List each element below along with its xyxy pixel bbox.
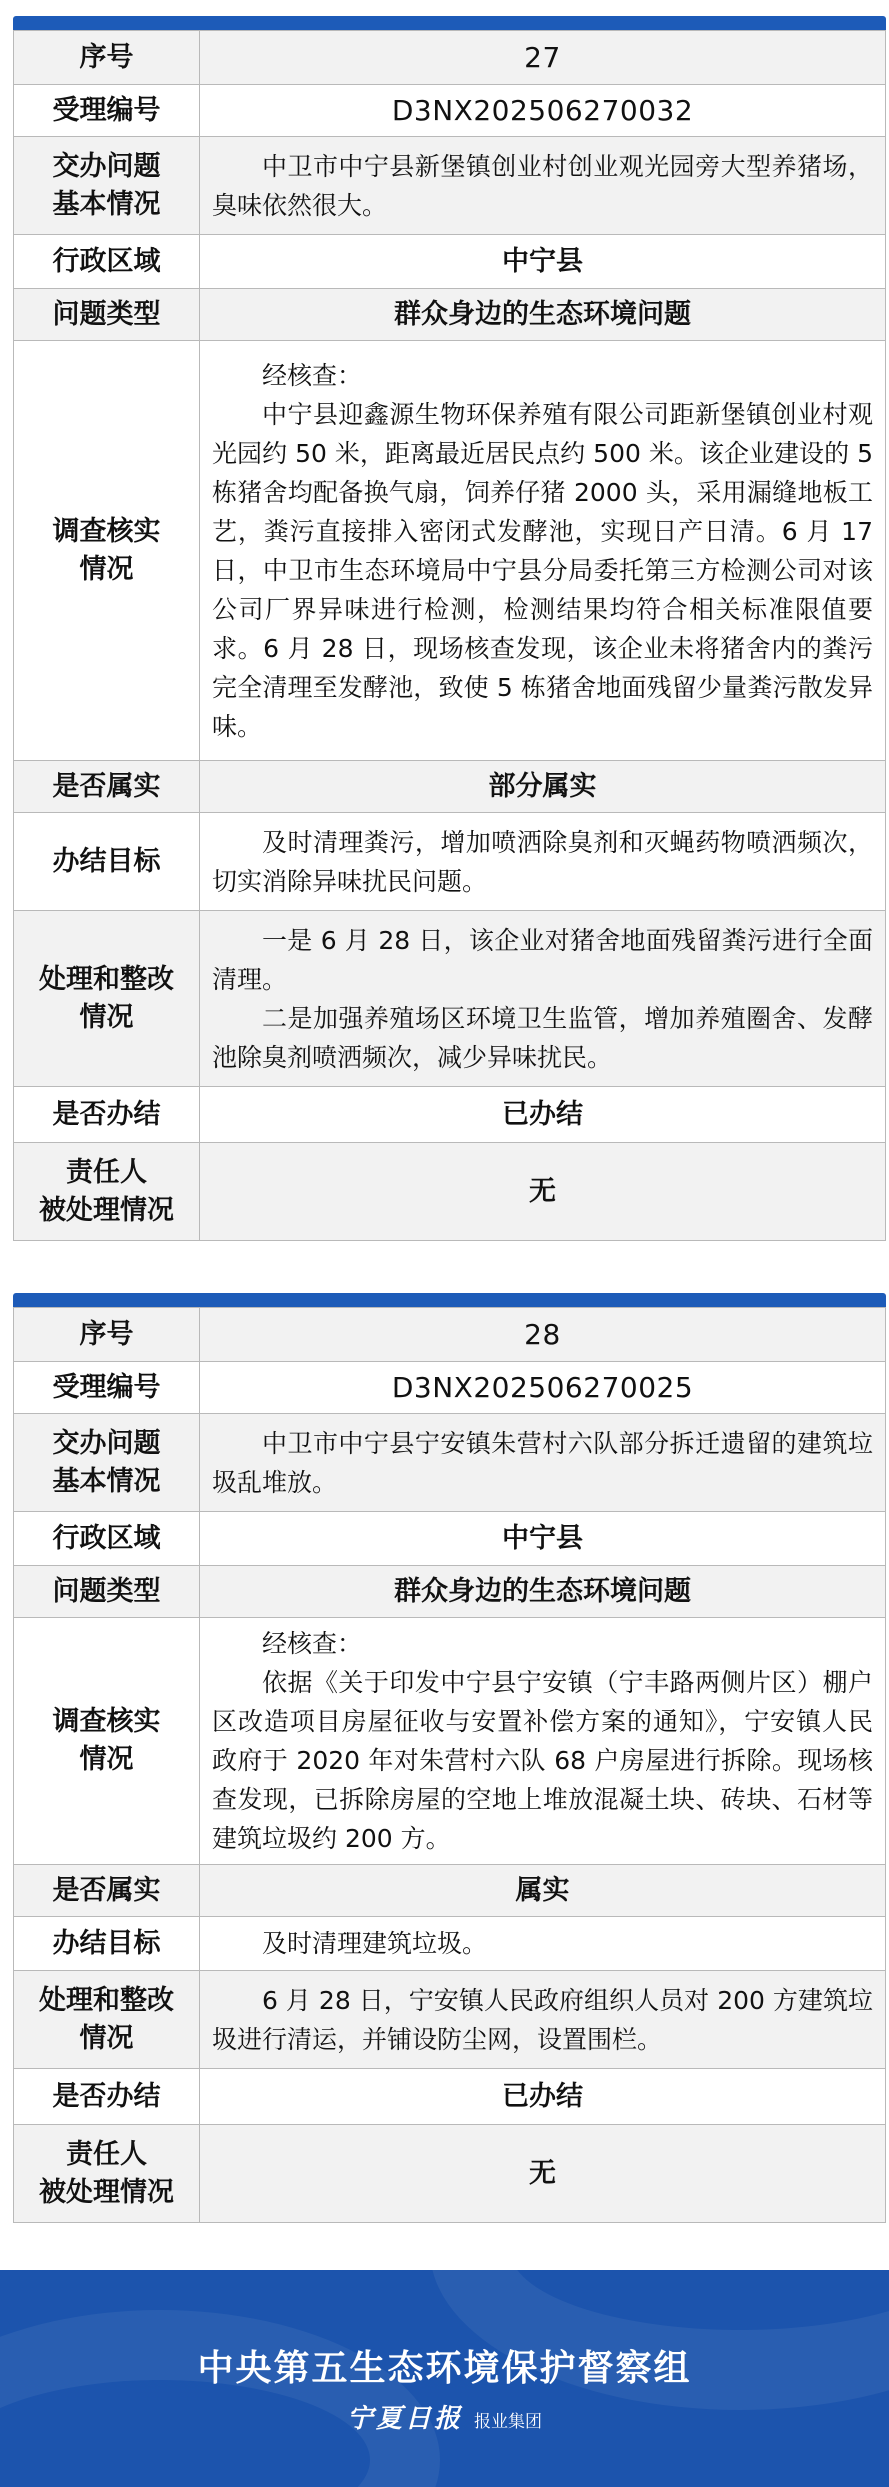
region-value: 中宁县 bbox=[200, 1512, 886, 1566]
investigation-paragraph: 经核查： bbox=[262, 360, 363, 390]
handling-label bbox=[14, 1971, 200, 2069]
issue-label-line1: 交办问题 bbox=[52, 150, 161, 182]
handling-label-line1: 处理和整改 bbox=[39, 1984, 174, 2016]
responsible-label-line1: 责任人 bbox=[66, 2138, 147, 2170]
responsible-label-line1: 责任人 bbox=[66, 1156, 147, 1188]
closed-value: 已办结 bbox=[200, 2069, 886, 2125]
region-label: 行政区域 bbox=[14, 1512, 200, 1566]
closed-label: 是否办结 bbox=[14, 2069, 200, 2125]
issue-text: 中卫市中宁县宁安镇朱营村六队部分拆迁遗留的建筑垃圾乱堆放。 bbox=[212, 1428, 873, 1497]
seq-value: 27 bbox=[200, 31, 886, 85]
record-card-27 bbox=[13, 16, 886, 1241]
closed-value: 已办结 bbox=[200, 1087, 886, 1143]
issue-label bbox=[14, 137, 200, 235]
newspaper-logo: 宁夏日报 bbox=[346, 2404, 463, 2434]
case-no-label: 受理编号 bbox=[14, 85, 200, 137]
newspaper-group-label: 报业集团 bbox=[474, 2412, 543, 2432]
handling-paragraph: 二是加强养殖场区环境卫生监管，增加养殖圈舍、发酵池除臭剂喷洒频次，减少异味扰民。 bbox=[212, 1003, 873, 1072]
issue-value bbox=[200, 1414, 886, 1512]
type-label: 问题类型 bbox=[14, 1566, 200, 1618]
responsible-label bbox=[14, 2125, 200, 2223]
region-value: 中宁县 bbox=[200, 235, 886, 289]
seq-label: 序号 bbox=[14, 31, 200, 85]
handling-value bbox=[200, 911, 886, 1087]
seq-label: 序号 bbox=[14, 1308, 200, 1362]
issue-label bbox=[14, 1414, 200, 1512]
handling-label-line2: 情况 bbox=[79, 1001, 134, 1033]
issue-label-line2: 基本情况 bbox=[52, 1465, 161, 1497]
handling-label bbox=[14, 911, 200, 1087]
verified-value: 属实 bbox=[200, 1865, 886, 1917]
investigation-label-line2: 情况 bbox=[79, 553, 134, 585]
case-no-value: D3NX202506270025 bbox=[200, 1362, 886, 1414]
type-value: 群众身边的生态环境问题 bbox=[200, 1566, 886, 1618]
goal-value bbox=[200, 813, 886, 911]
case-no-value: D3NX202506270032 bbox=[200, 85, 886, 137]
record-card-28 bbox=[13, 1293, 886, 2223]
case-no-label: 受理编号 bbox=[14, 1362, 200, 1414]
handling-label-line2: 情况 bbox=[79, 2022, 134, 2054]
goal-text: 及时清理粪污，增加喷洒除臭剂和灭蝇药物喷洒频次，切实消除异味扰民问题。 bbox=[212, 827, 873, 896]
region-label: 行政区域 bbox=[14, 235, 200, 289]
footer-banner bbox=[0, 2270, 889, 2487]
issue-text: 中卫市中宁县新堡镇创业村创业观光园旁大型养猪场，臭味依然很大。 bbox=[212, 151, 873, 220]
type-label: 问题类型 bbox=[14, 289, 200, 341]
footer-title: 中央第五生态环境保护督察组 bbox=[197, 2348, 692, 2389]
goal-label: 办结目标 bbox=[14, 1917, 200, 1971]
investigation-label bbox=[14, 1618, 200, 1865]
investigation-value bbox=[200, 341, 886, 761]
footer-brand bbox=[0, 2398, 889, 2435]
investigation-paragraph: 中宁县迎鑫源生物环保养殖有限公司距新堡镇创业村观光园约 50 米，距离最近居民点约 500 米。该企业建设的 5 栋猪舍均配备换气扇，饲养仔猪 2000 头，采用漏缝地板工艺，粪污直接排入密闭式发酵池，实现日产日清。6 月 17 日，中卫市生态环境局中宁县分局委托第三方检测公司对该公司厂界异味进行检测，检测结果均符合相关标准限值要求。6 月 28 日，现场核查发现，该企业未将猪舍内的粪污完全清理至发酵池，致使 5 栋猪舍地面残留少量粪污散发异味。 bbox=[212, 399, 873, 741]
handling-label-line1: 处理和整改 bbox=[39, 963, 174, 995]
goal-label: 办结目标 bbox=[14, 813, 200, 911]
investigation-label bbox=[14, 341, 200, 761]
goal-value bbox=[200, 1917, 886, 1971]
responsible-value: 无 bbox=[200, 1143, 886, 1241]
verified-value: 部分属实 bbox=[200, 761, 886, 813]
responsible-label-line2: 被处理情况 bbox=[39, 2176, 174, 2208]
investigation-label-line1: 调查核实 bbox=[52, 515, 161, 547]
record-table bbox=[13, 1307, 886, 2223]
responsible-label-line2: 被处理情况 bbox=[39, 1194, 174, 1226]
goal-text: 及时清理建筑垃圾。 bbox=[262, 1929, 488, 1958]
card-top-bar bbox=[13, 1293, 886, 1307]
investigation-value bbox=[200, 1618, 886, 1865]
investigation-paragraph: 经核查： bbox=[262, 1629, 363, 1658]
investigation-paragraph: 依据《关于印发中宁县宁安镇（宁丰路两侧片区）棚户区改造项目房屋征收与安置补偿方案的通知》，宁安镇人民政府于 2020 年对朱营村六队 68 户房屋进行拆除。现场核查发现，已拆除房屋的空地上堆放混凝土块、砖块、石材等建筑垃圾约 200 方。 bbox=[212, 1668, 873, 1853]
seq-value: 28 bbox=[200, 1308, 886, 1362]
record-table bbox=[13, 30, 886, 1241]
verified-label: 是否属实 bbox=[14, 1865, 200, 1917]
handling-value bbox=[200, 1971, 886, 2069]
issue-value bbox=[200, 137, 886, 235]
handling-paragraph: 6 月 28 日，宁安镇人民政府组织人员对 200 方建筑垃圾进行清运，并铺设防尘网，设置围栏。 bbox=[212, 1985, 873, 2054]
investigation-label-line1: 调查核实 bbox=[52, 1706, 161, 1737]
responsible-value: 无 bbox=[200, 2125, 886, 2223]
closed-label: 是否办结 bbox=[14, 1087, 200, 1143]
type-value: 群众身边的生态环境问题 bbox=[200, 289, 886, 341]
card-top-bar bbox=[13, 16, 886, 30]
issue-label-line2: 基本情况 bbox=[52, 188, 161, 220]
responsible-label bbox=[14, 1143, 200, 1241]
handling-paragraph: 一是 6 月 28 日，该企业对猪舍地面残留粪污进行全面清理。 bbox=[212, 925, 873, 994]
investigation-label-line2: 情况 bbox=[79, 1744, 134, 1775]
issue-label-line1: 交办问题 bbox=[52, 1427, 161, 1459]
verified-label: 是否属实 bbox=[14, 761, 200, 813]
